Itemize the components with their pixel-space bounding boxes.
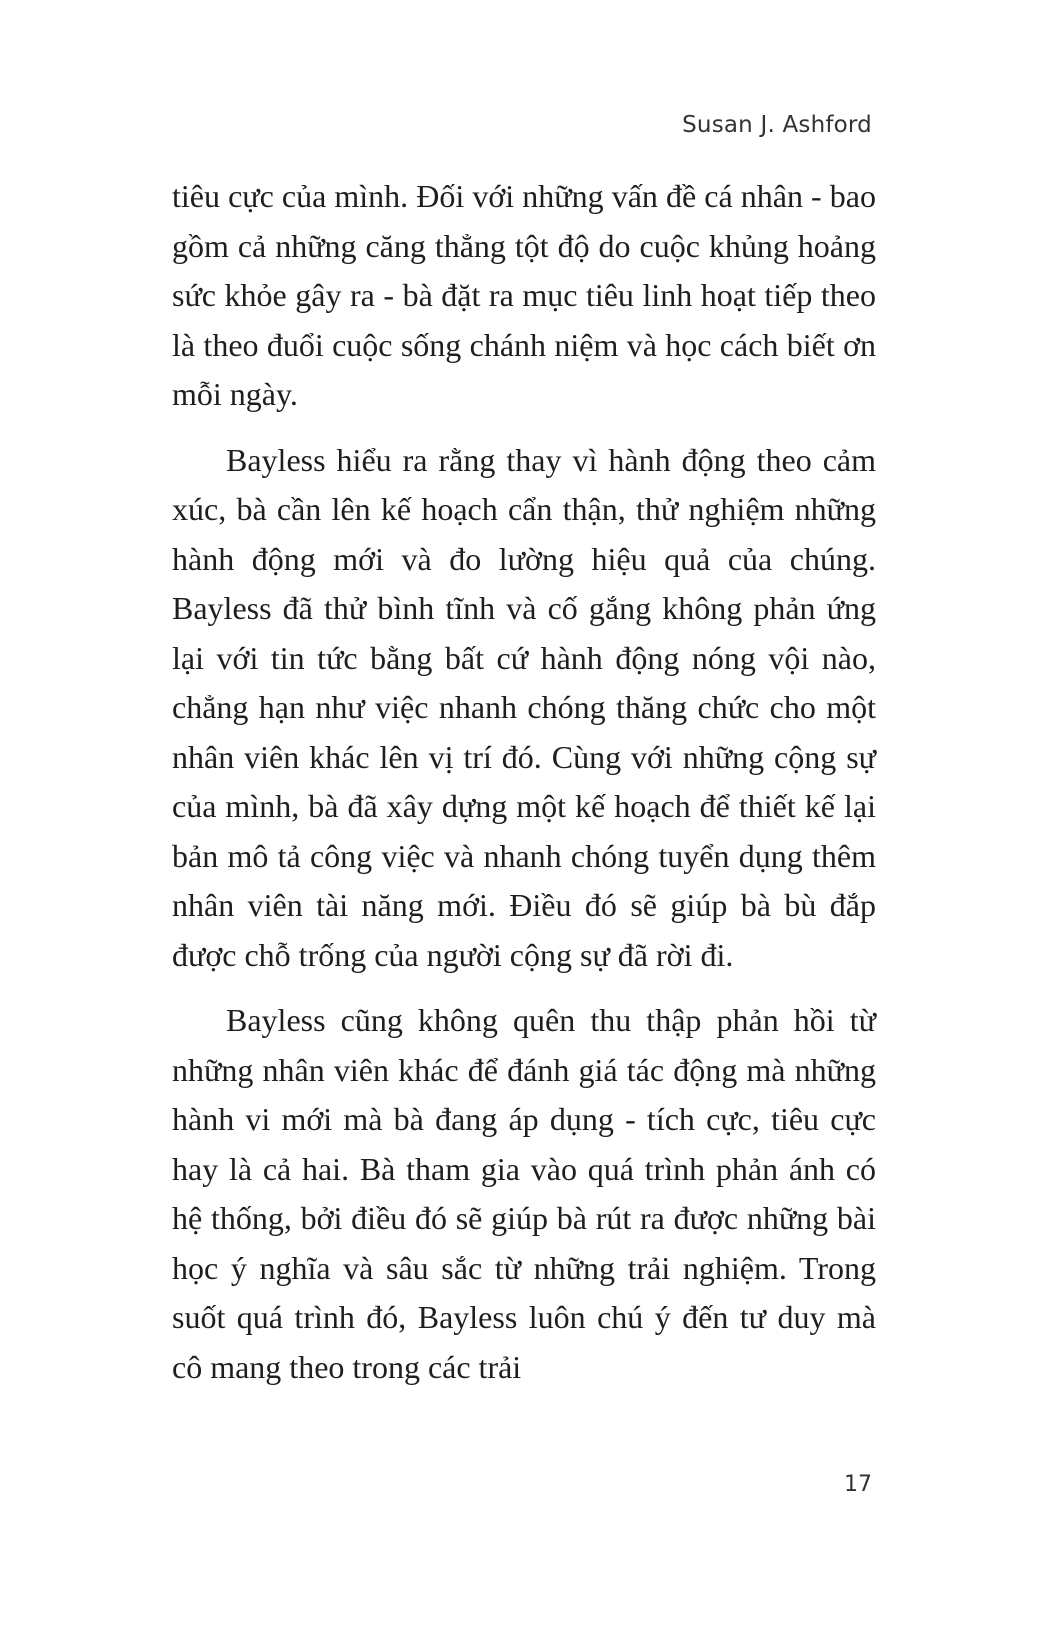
paragraph-bayless-plan: Bayless hiểu ra rằng thay vì hành động theo cảm xúc, bà cần lên kế hoạch cẩn thận, thử nghiệm những hành động mới và đo lường hiệu quả của chúng. Bayless đã thử bình tĩnh và cố gắng không phản ứng lại với tin tức bằng bất cứ hành động nóng vội nào, chẳng hạn như việc nhanh chóng thăng chức cho một nhân viên khác lên vị trí đó. Cùng với những cộng sự của mình, bà đã xây dựng một kế hoạch để thiết kế lại bản mô tả công việc và nhanh chóng tuyển dụng thêm nhân viên tài năng mới. Điều đó sẽ giúp bà bù đắp được chỗ trống của người cộng sự đã rời đi. <box>172 441 876 973</box>
body-text <box>172 172 876 1408</box>
paragraph-continued: tiêu cực của mình. Đối với những vấn đề cá nhân - bao gồm cả những căng thẳng tột độ do cuộc khủng hoảng sức khỏe gây ra - bà đặt ra mục tiêu linh hoạt tiếp theo là theo đuổi cuộc sống chánh niệm và học cách biết ơn mỗi ngày. <box>172 178 876 412</box>
page-number: 17 <box>844 1472 872 1497</box>
paragraph-bayless-feedback: Bayless cũng không quên thu thập phản hồi từ những nhân viên khác để đánh giá tác động mà những hành vi mới mà bà đang áp dụng - tích cực, tiêu cực hay là cả hai. Bà tham gia vào quá trình phản ánh có hệ thống, bởi điều đó sẽ giúp bà rút ra được những bài học ý nghĩa và sâu sắc từ những trải nghiệm. Trong suốt quá trình đó, Bayless luôn chú ý đến tư duy mà cô mang theo trong các trải <box>172 1002 876 1385</box>
running-header-author: Susan J. Ashford <box>682 112 872 138</box>
